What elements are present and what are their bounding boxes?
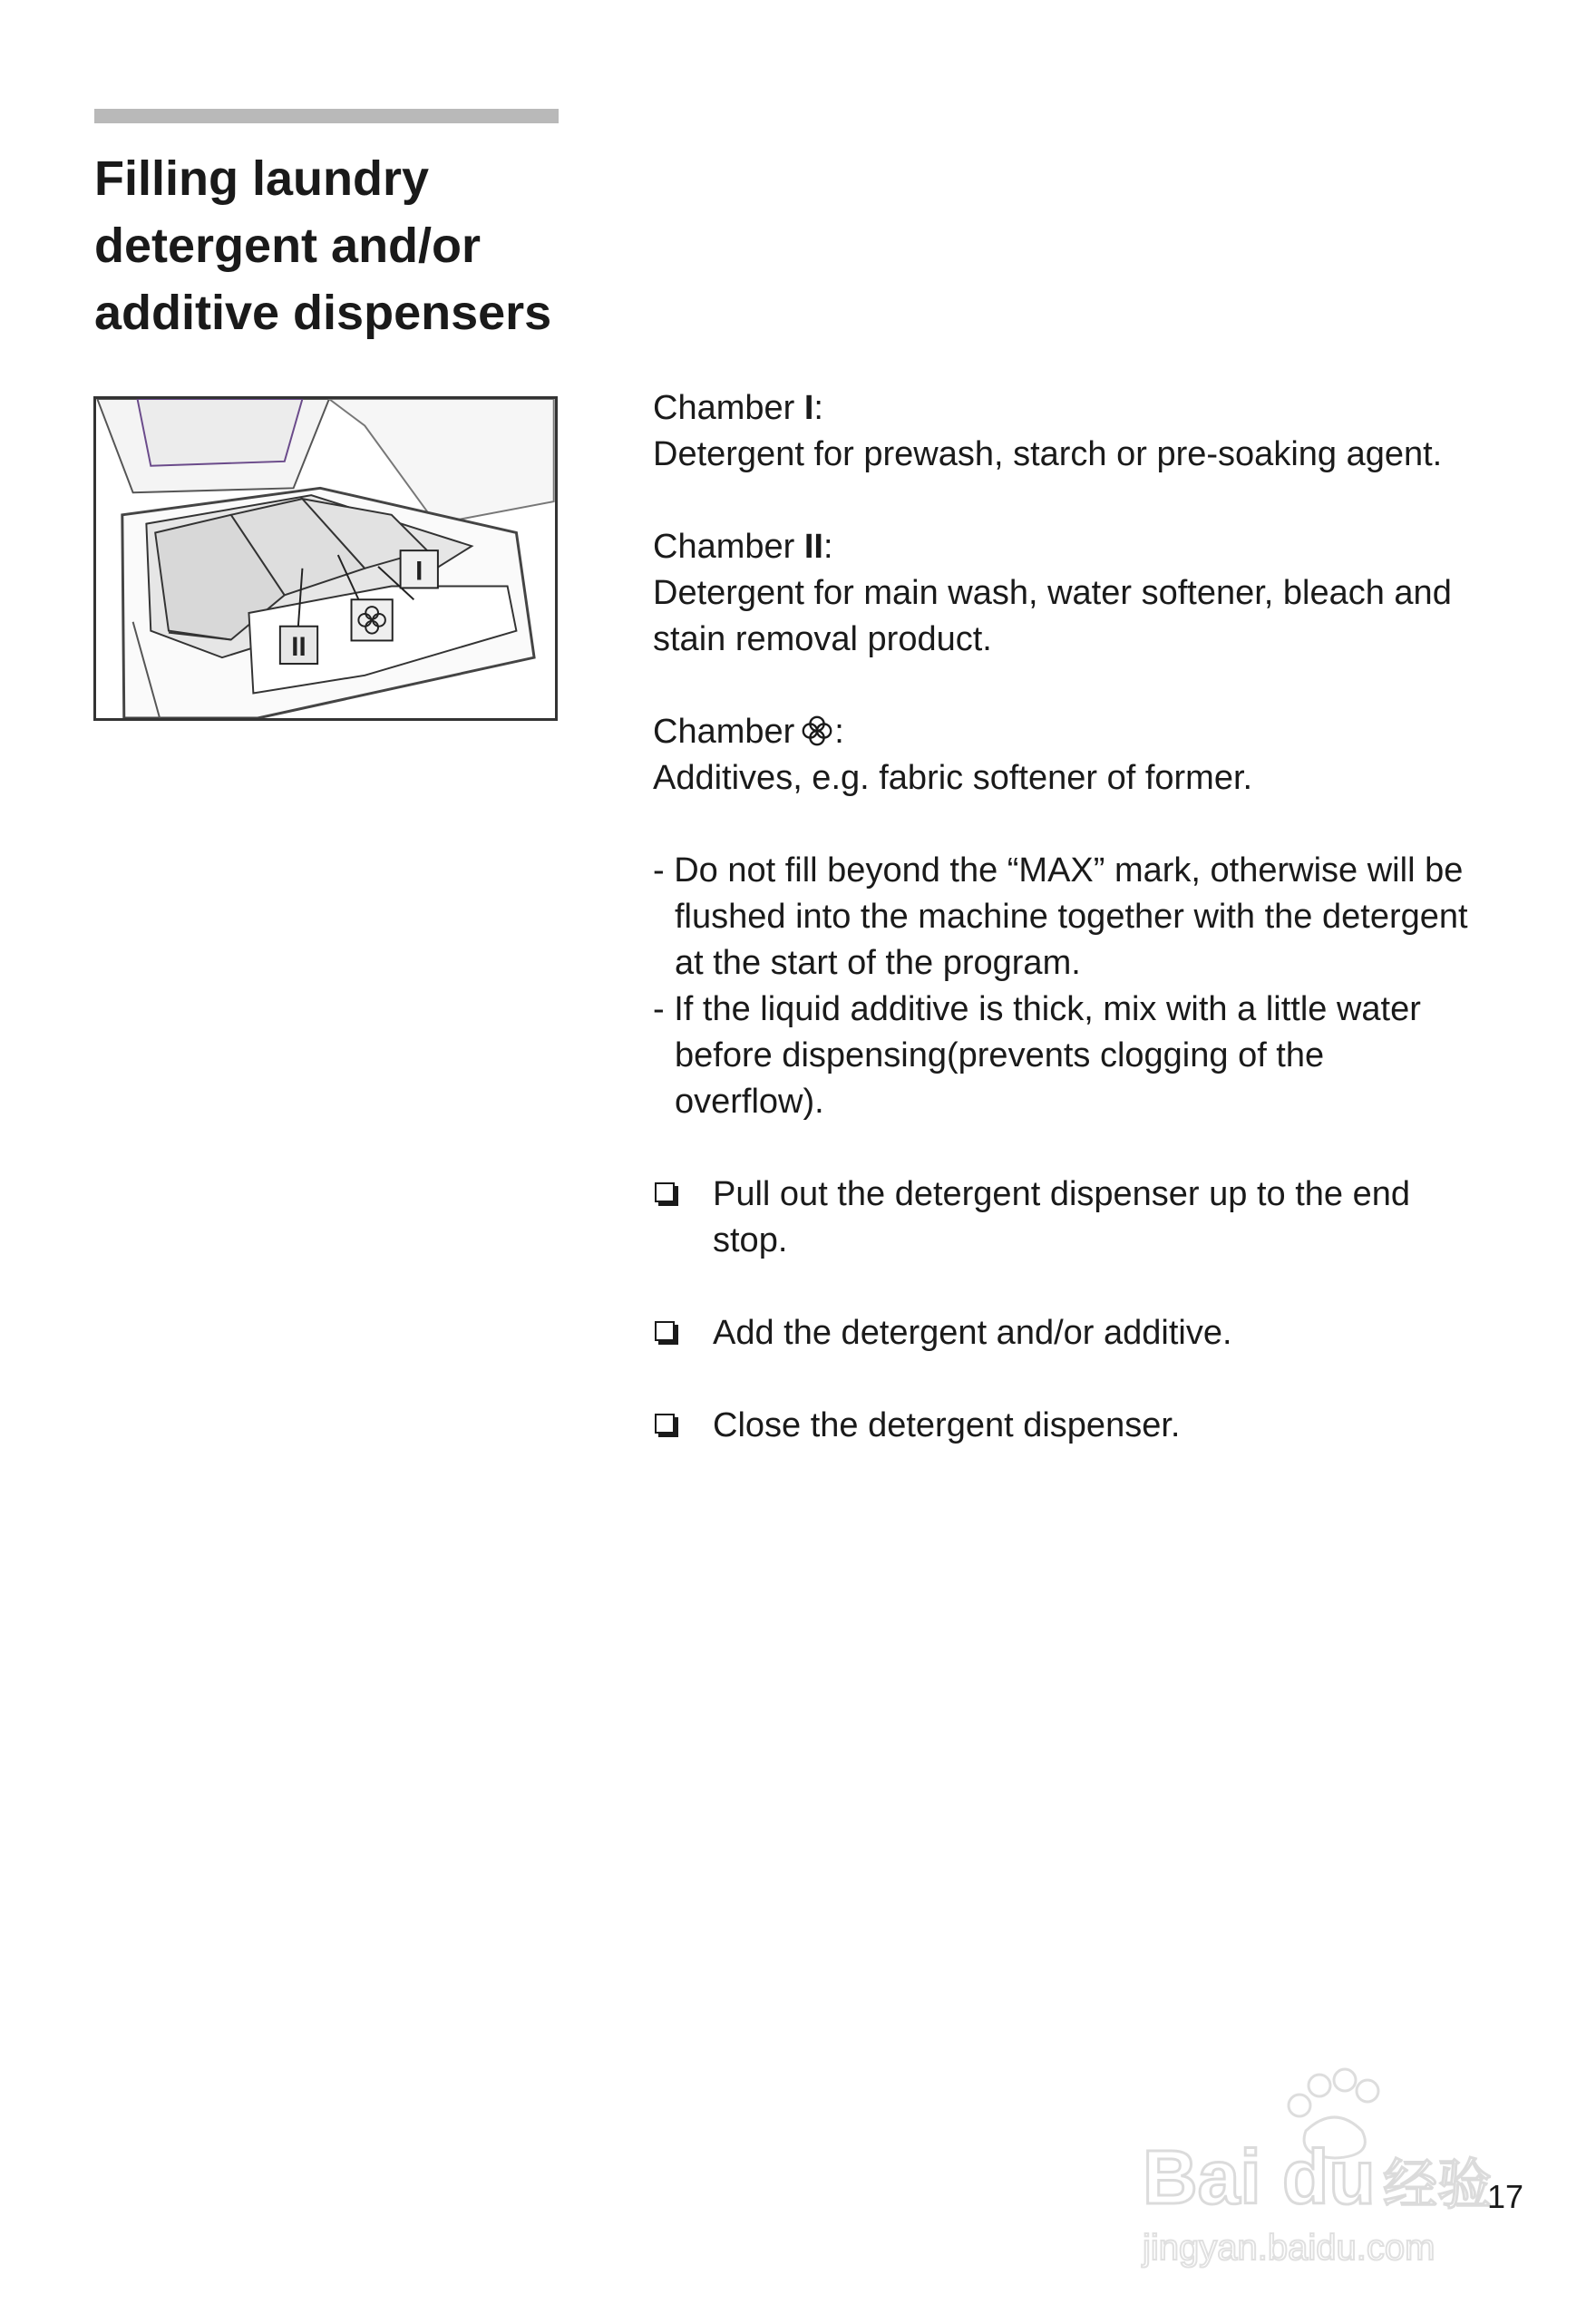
chamber-2-description: Detergent for main wash, water softener, bleach and stain removal product. <box>653 574 1452 658</box>
heading-line-3: additive dispensers <box>94 286 552 340</box>
baidu-watermark-logo <box>1124 2067 1505 2276</box>
baidu-watermark <box>1124 2067 1505 2276</box>
chamber-1-description: Detergent for prewash, starch or pre-soaking agent. <box>653 435 1443 473</box>
chamber-2-title: Chamber II: <box>653 528 833 566</box>
chamber-3-title: Chamber : <box>653 713 844 751</box>
step-add-detergent <box>653 1310 1469 1356</box>
section-heading <box>94 145 602 346</box>
note-max-mark: - Do not fill beyond the “MAX” mark, otherwise will be flushed into the machine together with the detergent at the start of the program. <box>653 851 1468 982</box>
chamber-1-label: I <box>415 556 423 587</box>
section-top-rule <box>94 109 559 123</box>
dispenser-drawing <box>96 399 555 718</box>
heading-line-2: detergent and/or <box>94 219 482 273</box>
instructions <box>653 385 1469 1449</box>
step-text: Close the detergent dispenser. <box>713 1406 1181 1444</box>
heading-line-1: Filling laundry <box>94 151 430 206</box>
checkbox-icon <box>655 1414 675 1434</box>
chamber-2-numeral: II <box>803 528 823 566</box>
page-number: 17 <box>1487 2178 1524 2215</box>
checkbox-icon <box>655 1321 675 1341</box>
note-thick-additive: - If the liquid additive is thick, mix with a little water before dispensing(prevents clogging of the overflow). <box>653 990 1421 1121</box>
flower-icon <box>800 714 834 748</box>
chamber-1-numeral: I <box>803 389 814 427</box>
step-close-dispenser <box>653 1403 1469 1449</box>
chamber-1-title: Chamber I: <box>653 389 823 427</box>
chamber-3-description: Additives, e.g. fabric softener of former. <box>653 759 1253 797</box>
step-pull-out <box>653 1172 1469 1264</box>
watermark-cn: 经验 <box>1383 2154 1492 2217</box>
chamber-2-label: II <box>291 632 307 663</box>
checkbox-icon <box>655 1182 675 1202</box>
watermark-brand: Bai du <box>1143 2134 1376 2220</box>
watermark-url: jingyan.baidu.com <box>1143 2228 1435 2268</box>
step-text: Pull out the detergent dispenser up to the end stop. <box>713 1175 1410 1259</box>
dispenser-illustration <box>93 396 558 721</box>
step-text: Add the detergent and/or additive. <box>713 1314 1232 1352</box>
